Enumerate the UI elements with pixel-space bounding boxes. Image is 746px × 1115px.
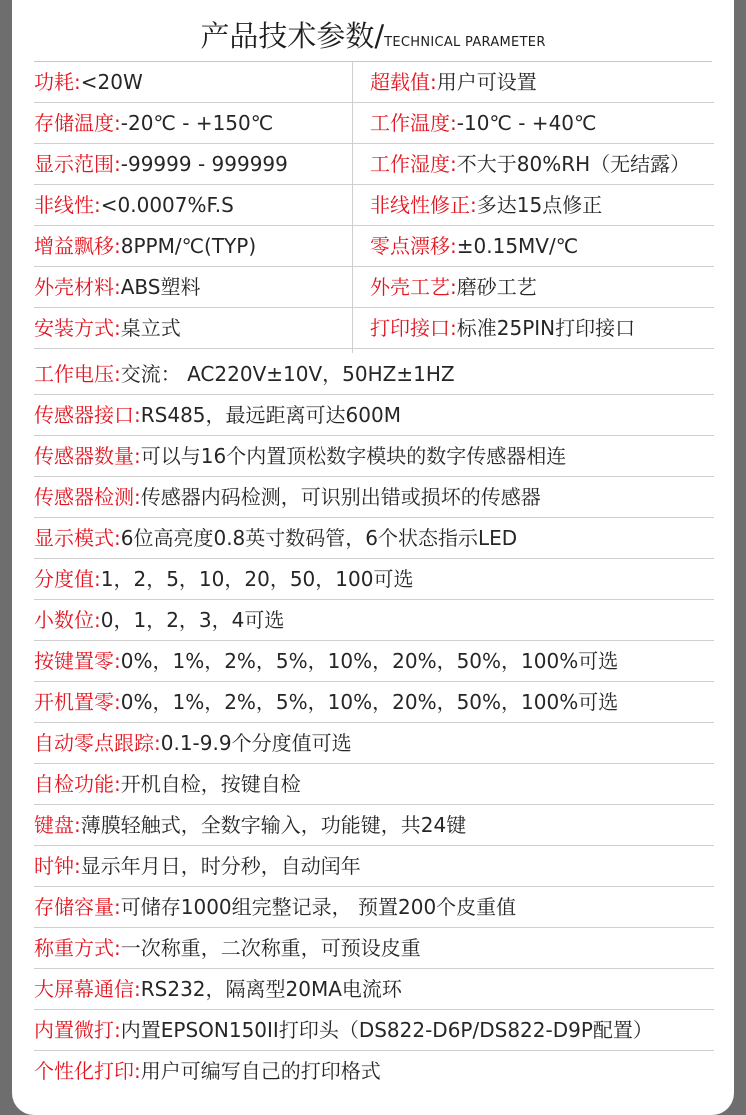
spec-row	[34, 267, 714, 308]
spec-row	[34, 887, 714, 928]
spec-card	[12, 0, 734, 1115]
spec-value: -99999 - 999999	[120, 152, 288, 176]
spec-value: 用户可编写自己的打印格式	[140, 1059, 381, 1083]
spec-row	[34, 969, 714, 1010]
spec-row	[34, 846, 714, 887]
spec-row	[34, 103, 714, 144]
spec-label: 非线性修正:	[370, 193, 477, 217]
spec-label: 键盘:	[34, 813, 81, 837]
spec-value: 1，2，5，10，20，50，100可选	[100, 567, 414, 591]
spec-label: 分度值:	[34, 567, 101, 591]
spec-label: 传感器接口:	[34, 403, 141, 427]
spec-row	[34, 226, 714, 267]
spec-value: 0.1-9.9个分度值可选	[160, 731, 352, 755]
spec-label: 显示模式:	[34, 526, 121, 550]
spec-row	[34, 559, 714, 600]
spec-value: 0，1，2，3，4可选	[100, 608, 285, 632]
spec-label: 内置微打:	[34, 1018, 121, 1042]
spec-label: 传感器检测:	[34, 485, 141, 509]
spec-label: 个性化打印:	[34, 1059, 141, 1083]
spec-value: 内置EPSON150II打印头（DS822-D6P/DS822-D9P配置）	[120, 1018, 653, 1042]
spec-value: 薄膜轻触式，全数字输入，功能键，共24键	[80, 813, 467, 837]
spec-value: 6位高亮度0.8英寸数码管，6个状态指示LED	[120, 526, 518, 550]
spec-label: 大屏幕通信:	[34, 977, 141, 1001]
spec-row	[34, 354, 714, 395]
spec-label: 工作湿度:	[370, 152, 457, 176]
spec-label: 开机置零:	[34, 690, 121, 714]
spec-row	[34, 1010, 714, 1051]
spec-label: 零点漂移:	[370, 234, 457, 258]
spec-row	[34, 144, 714, 185]
spec-value: 0%，1%，2%，5%，10%，20%，50%，100%可选	[120, 649, 619, 673]
spec-value: ±0.15MV/℃	[456, 234, 579, 258]
spec-value: 0%，1%，2%，5%，10%，20%，50%，100%可选	[120, 690, 619, 714]
spec-label: 按键置零:	[34, 649, 121, 673]
spec-value: 可以与16个内置顶松数字模块的数字传感器相连	[140, 444, 567, 468]
spec-row	[34, 185, 714, 226]
spec-value: <0.0007%F.S	[100, 193, 234, 217]
spec-value: 磨砂工艺	[456, 275, 537, 299]
spec-row	[34, 518, 714, 559]
spec-label: 称重方式:	[34, 936, 121, 960]
spec-value: 可储存1000组完整记录， 预置200个皮重值	[120, 895, 517, 919]
spec-value: 不大于80%RH（无结露）	[456, 152, 691, 176]
spec-row	[34, 308, 714, 349]
spec-value: 一次称重，二次称重，可预设皮重	[120, 936, 421, 960]
spec-value: 桌立式	[120, 316, 181, 340]
spec-row	[34, 928, 714, 969]
spec-label: 存储容量:	[34, 895, 121, 919]
spec-label: 自检功能:	[34, 772, 121, 796]
spec-value: 用户可设置	[436, 70, 537, 94]
spec-row	[34, 477, 714, 518]
spec-row	[34, 62, 714, 103]
spec-row	[34, 805, 714, 846]
spec-row	[34, 723, 714, 764]
spec-label: 存储温度:	[34, 111, 121, 135]
spec-value: 开机自检，按键自检	[120, 772, 301, 796]
spec-value: 传感器内码检测，可识别出错或损坏的传感器	[140, 485, 541, 509]
spec-label: 工作电压:	[34, 362, 121, 386]
spec-label: 自动零点跟踪:	[34, 731, 161, 755]
spec-value: 8PPM/℃(TYP)	[120, 234, 257, 258]
spec-label: 功耗:	[34, 70, 81, 94]
spec-label: 外壳材料:	[34, 275, 121, 299]
spec-value: 标准25PIN打印接口	[456, 316, 636, 340]
spec-value: <20W	[80, 70, 143, 94]
spec-value: RS232，隔离型20MA电流环	[140, 977, 402, 1001]
spec-label: 打印接口:	[370, 316, 457, 340]
spec-row	[34, 436, 714, 477]
spec-label: 超载值:	[370, 70, 437, 94]
spec-value: 交流： AC220V±10V，50HZ±1HZ	[120, 362, 455, 386]
spec-label: 显示范围:	[34, 152, 121, 176]
spec-row	[34, 682, 714, 723]
spec-value: ABS塑料	[120, 275, 201, 299]
spec-value: 多达15点修正	[476, 193, 603, 217]
spec-label: 小数位:	[34, 608, 101, 632]
spec-row	[34, 1051, 714, 1092]
spec-label: 外壳工艺:	[370, 275, 457, 299]
spec-label: 非线性:	[34, 193, 101, 217]
spec-row	[34, 764, 714, 805]
spec-value: -10℃ - +40℃	[456, 111, 597, 135]
spec-value: RS485，最远距离可达600M	[140, 403, 401, 427]
spec-label: 传感器数量:	[34, 444, 141, 468]
spec-value: 显示年月日，时分秒，自动闰年	[80, 854, 361, 878]
spec-label: 时钟:	[34, 854, 81, 878]
title-en: TECHNICAL PARAMETER	[384, 35, 546, 50]
spec-label: 增益飘移:	[34, 234, 121, 258]
spec-row	[34, 395, 714, 436]
title-cn: 产品技术参数/	[200, 19, 385, 53]
spec-value: -20℃ - +150℃	[120, 111, 274, 135]
spec-label: 工作温度:	[370, 111, 457, 135]
spec-row	[34, 600, 714, 641]
page-title	[12, 14, 734, 54]
spec-row	[34, 641, 714, 682]
spec-label: 安装方式:	[34, 316, 121, 340]
